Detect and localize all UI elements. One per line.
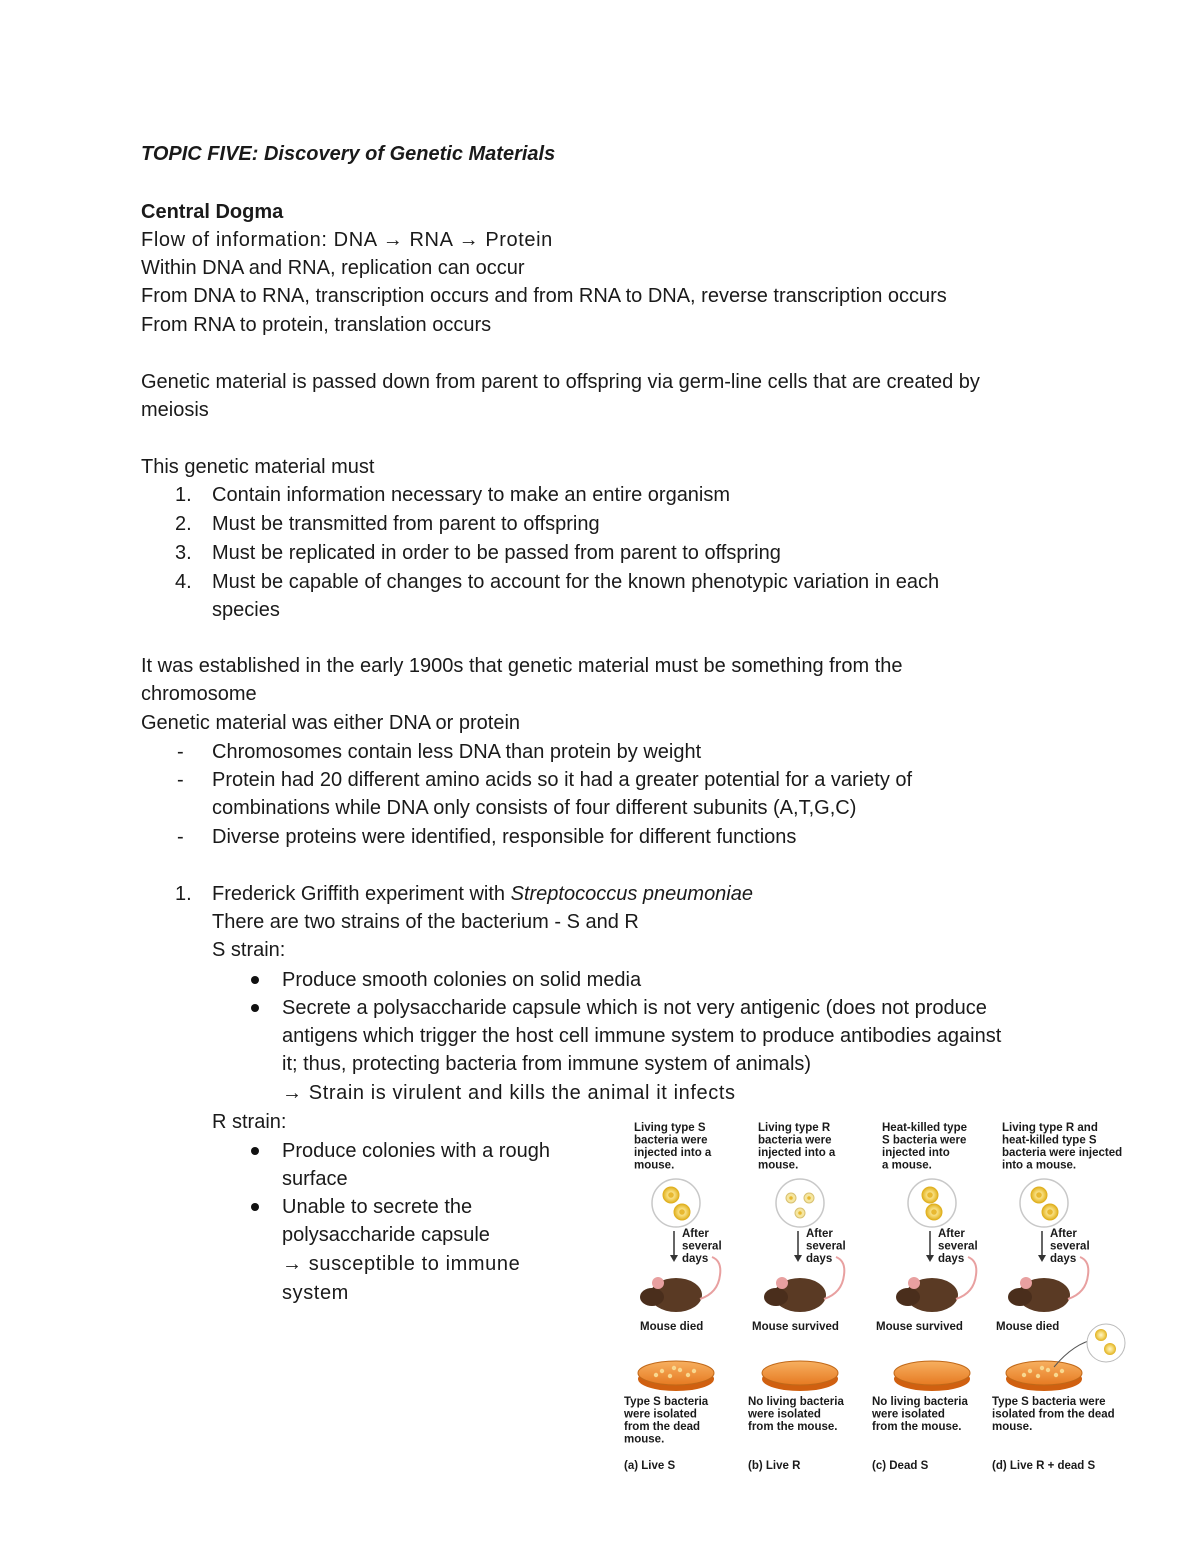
- dash-marker: -: [177, 826, 184, 848]
- bacterium-core: [1036, 1192, 1042, 1198]
- text-line: From DNA to RNA, transcription occurs and from RNA to DNA, reverse transcription occurs: [141, 285, 947, 307]
- dash-item: Chromosomes contain less DNA than protein by weight: [212, 741, 702, 763]
- text-line: It was established in the early 1900s that genetic material must be something from the: [141, 655, 903, 677]
- mouse-outcome-text: Mouse died: [996, 1321, 1060, 1333]
- s-strain-label: S strain:: [212, 939, 286, 961]
- bullet-item: antigens which trigger the host cell immune system to produce antibodies against: [282, 1025, 1002, 1047]
- result-text: were isolated: [624, 1408, 697, 1421]
- list-item: species: [212, 599, 280, 621]
- griffith-figure: [620, 1115, 1140, 1485]
- after-days-text: several: [1050, 1240, 1090, 1253]
- colony-icon: [1028, 1369, 1032, 1373]
- injection-circle: [776, 1179, 824, 1227]
- mouse-ear: [908, 1277, 920, 1289]
- list-number: 1.: [175, 883, 192, 905]
- bacterium-core: [789, 1196, 793, 1200]
- bullet-item: Secrete a polysaccharide capsule which is not very antigenic (does not produce: [282, 997, 987, 1019]
- result-text: Type S bacteria were: [992, 1396, 1106, 1408]
- colony-icon: [686, 1373, 690, 1377]
- result-text: were isolated: [748, 1408, 821, 1421]
- panel-header-text: Living type S: [634, 1122, 706, 1134]
- after-days-text: After: [806, 1228, 833, 1240]
- panel-header-text: injected into a: [758, 1147, 836, 1159]
- species-name: Streptococcus pneumoniae: [510, 883, 753, 905]
- colony-icon: [1040, 1366, 1044, 1370]
- bullet-item: Unable to secrete the: [282, 1196, 473, 1218]
- panel-caption: (a) Live S: [624, 1460, 676, 1472]
- mouse-outcome-text: Mouse survived: [752, 1321, 839, 1333]
- result-text: from the dead: [624, 1421, 701, 1433]
- panel-caption: (b) Live R: [748, 1460, 801, 1472]
- zoom-circle: [1087, 1324, 1125, 1362]
- griffith-title-text: Frederick Griffith experiment with: [212, 883, 511, 905]
- panel-header-text: injected into a: [634, 1147, 712, 1159]
- injection-circle: [1020, 1179, 1068, 1227]
- colony-icon: [692, 1369, 696, 1373]
- panel-header-text: bacteria were: [758, 1134, 832, 1147]
- mouse-outcome-text: Mouse died: [640, 1321, 704, 1333]
- dash-item: Protein had 20 different amino acids so it had a greater potential for a variety of: [212, 769, 913, 791]
- after-days-text: After: [682, 1228, 709, 1240]
- text-line: Genetic material is passed down from parent to offspring via germ-line cells that are created by: [141, 371, 980, 393]
- list-intro: This genetic material must: [141, 456, 375, 478]
- result-text: Type S bacteria: [624, 1396, 709, 1408]
- panel-caption: (c) Dead S: [872, 1460, 929, 1472]
- result-text: from the mouse.: [872, 1421, 962, 1433]
- mouse-ear: [1020, 1277, 1032, 1289]
- dash-item: Diverse proteins were identified, responsible for different functions: [212, 826, 797, 848]
- result-text: No living bacteria: [872, 1396, 968, 1408]
- panel-header-text: S bacteria were: [882, 1134, 967, 1147]
- text-line: Genetic material was either DNA or protein: [141, 712, 521, 734]
- panel-caption: (d) Live R + dead S: [992, 1460, 1096, 1472]
- panel-header-text: Living type R: [758, 1122, 831, 1134]
- arrowhead-icon: [670, 1255, 678, 1262]
- text-line: Within DNA and RNA, replication can occur: [141, 257, 525, 279]
- dash-item: combinations while DNA only consists of four different subunits (A,T,G,C): [212, 797, 857, 819]
- text-line: Flow of information: DNA → RNA → Protein: [141, 229, 553, 251]
- after-days-text: days: [1050, 1253, 1077, 1265]
- bullet-icon: [251, 1147, 259, 1155]
- after-days-text: days: [938, 1253, 965, 1265]
- list-item: Contain information necessary to make an entire organism: [212, 484, 731, 506]
- colony-icon: [668, 1374, 672, 1378]
- figure-panel: [871, 1122, 978, 1472]
- result-text: No living bacteria: [748, 1396, 844, 1408]
- after-days-text: several: [938, 1240, 978, 1253]
- bacterium-core: [1047, 1209, 1053, 1215]
- bullet-item: polysaccharide capsule: [282, 1224, 490, 1246]
- panel-header-text: Living type R and: [1002, 1122, 1098, 1134]
- list-item: Must be capable of changes to account for the known phenotypic variation in each: [212, 571, 940, 593]
- mouse-ear: [652, 1277, 664, 1289]
- after-days-text: After: [938, 1228, 965, 1240]
- petri-dish-icon: [762, 1361, 838, 1385]
- petri-dish-icon: [1006, 1361, 1082, 1385]
- mouse-head: [764, 1288, 788, 1306]
- after-days-text: After: [1050, 1228, 1077, 1240]
- result-text: were isolated: [872, 1408, 945, 1421]
- result-text: from the mouse.: [748, 1421, 838, 1433]
- list-item: Must be transmitted from parent to offspring: [212, 513, 600, 535]
- bacterium-core: [668, 1192, 674, 1198]
- text-line: From RNA to protein, translation occurs: [141, 314, 492, 336]
- panel-header-text: heat-killed type S: [1002, 1134, 1097, 1147]
- petri-dish-icon: [894, 1361, 970, 1385]
- page-title: TOPIC FIVE: Discovery of Genetic Materials: [141, 143, 556, 165]
- bullet-item: Produce colonies with a rough: [282, 1140, 550, 1162]
- bacterium-core: [807, 1196, 811, 1200]
- bacterium-core: [798, 1211, 802, 1215]
- r-strain-result: system: [282, 1282, 349, 1304]
- figure-panel: [623, 1122, 722, 1472]
- after-days-text: several: [682, 1240, 722, 1253]
- list-number: 2.: [175, 513, 192, 535]
- colony-icon: [1036, 1374, 1040, 1378]
- panel-header-text: a mouse.: [882, 1159, 932, 1172]
- colony-icon: [1054, 1373, 1058, 1377]
- panel-header-text: injected into: [882, 1147, 950, 1159]
- s-strain-result: → Strain is virulent and kills the animal it infects: [282, 1082, 736, 1104]
- griffith-title: [212, 880, 753, 908]
- after-days-text: days: [806, 1253, 833, 1265]
- panel-header-text: Heat-killed type: [882, 1122, 967, 1134]
- bullet-icon: [251, 976, 259, 984]
- bullet-item: surface: [282, 1168, 348, 1190]
- mouse-head: [640, 1288, 664, 1306]
- list-number: 3.: [175, 542, 192, 564]
- panel-header-text: bacteria were: [634, 1134, 708, 1147]
- arrowhead-icon: [926, 1255, 934, 1262]
- list-item: Must be replicated in order to be passed from parent to offspring: [212, 542, 781, 564]
- bacterium-core: [679, 1209, 685, 1215]
- colony-icon: [1022, 1373, 1026, 1377]
- after-days-text: days: [682, 1253, 709, 1265]
- panel-header-text: mouse.: [758, 1159, 799, 1172]
- colony-icon: [660, 1369, 664, 1373]
- text-line: There are two strains of the bacterium - S and R: [212, 911, 639, 933]
- result-text: mouse.: [624, 1433, 665, 1446]
- colony-icon: [654, 1373, 658, 1377]
- r-strain-label: R strain:: [212, 1111, 287, 1133]
- colony-icon: [1060, 1369, 1064, 1373]
- mouse-head: [896, 1288, 920, 1306]
- text-line: chromosome: [141, 683, 257, 705]
- colony-icon: [678, 1368, 682, 1372]
- list-number: 1.: [175, 484, 192, 506]
- injection-circle: [652, 1179, 700, 1227]
- panel-header-text: into a mouse.: [1002, 1159, 1077, 1172]
- result-text: isolated from the dead: [992, 1408, 1115, 1421]
- bullet-icon: [251, 1203, 259, 1211]
- r-strain-result: → susceptible to immune: [282, 1253, 521, 1275]
- list-number: 4.: [175, 571, 192, 593]
- mouse-head: [1008, 1288, 1032, 1306]
- section-heading-central-dogma: Central Dogma: [141, 201, 284, 223]
- mouse-ear: [776, 1277, 788, 1289]
- bullet-item: it; thus, protecting bacteria from immune system of animals): [282, 1053, 812, 1075]
- bullet-item: Produce smooth colonies on solid media: [282, 969, 642, 991]
- dash-marker: -: [177, 741, 184, 763]
- bacterium-core: [931, 1209, 937, 1215]
- bacterium-icon: [1095, 1329, 1107, 1341]
- result-text: mouse.: [992, 1421, 1033, 1433]
- figure-panel: [747, 1122, 846, 1472]
- petri-dish-icon: [638, 1361, 714, 1385]
- colony-icon: [672, 1366, 676, 1370]
- panel-header-text: mouse.: [634, 1159, 675, 1172]
- after-days-text: several: [806, 1240, 846, 1253]
- bacterium-core: [927, 1192, 933, 1198]
- colony-icon: [1046, 1368, 1050, 1372]
- bacterium-icon: [1104, 1343, 1116, 1355]
- figure-panel: [992, 1122, 1125, 1472]
- text-line: meiosis: [141, 399, 209, 421]
- panel-header-text: bacteria were injected: [1002, 1147, 1123, 1159]
- arrowhead-icon: [1038, 1255, 1046, 1262]
- mouse-outcome-text: Mouse survived: [876, 1321, 963, 1333]
- bullet-icon: [251, 1004, 259, 1012]
- arrowhead-icon: [794, 1255, 802, 1262]
- dash-marker: -: [177, 769, 184, 791]
